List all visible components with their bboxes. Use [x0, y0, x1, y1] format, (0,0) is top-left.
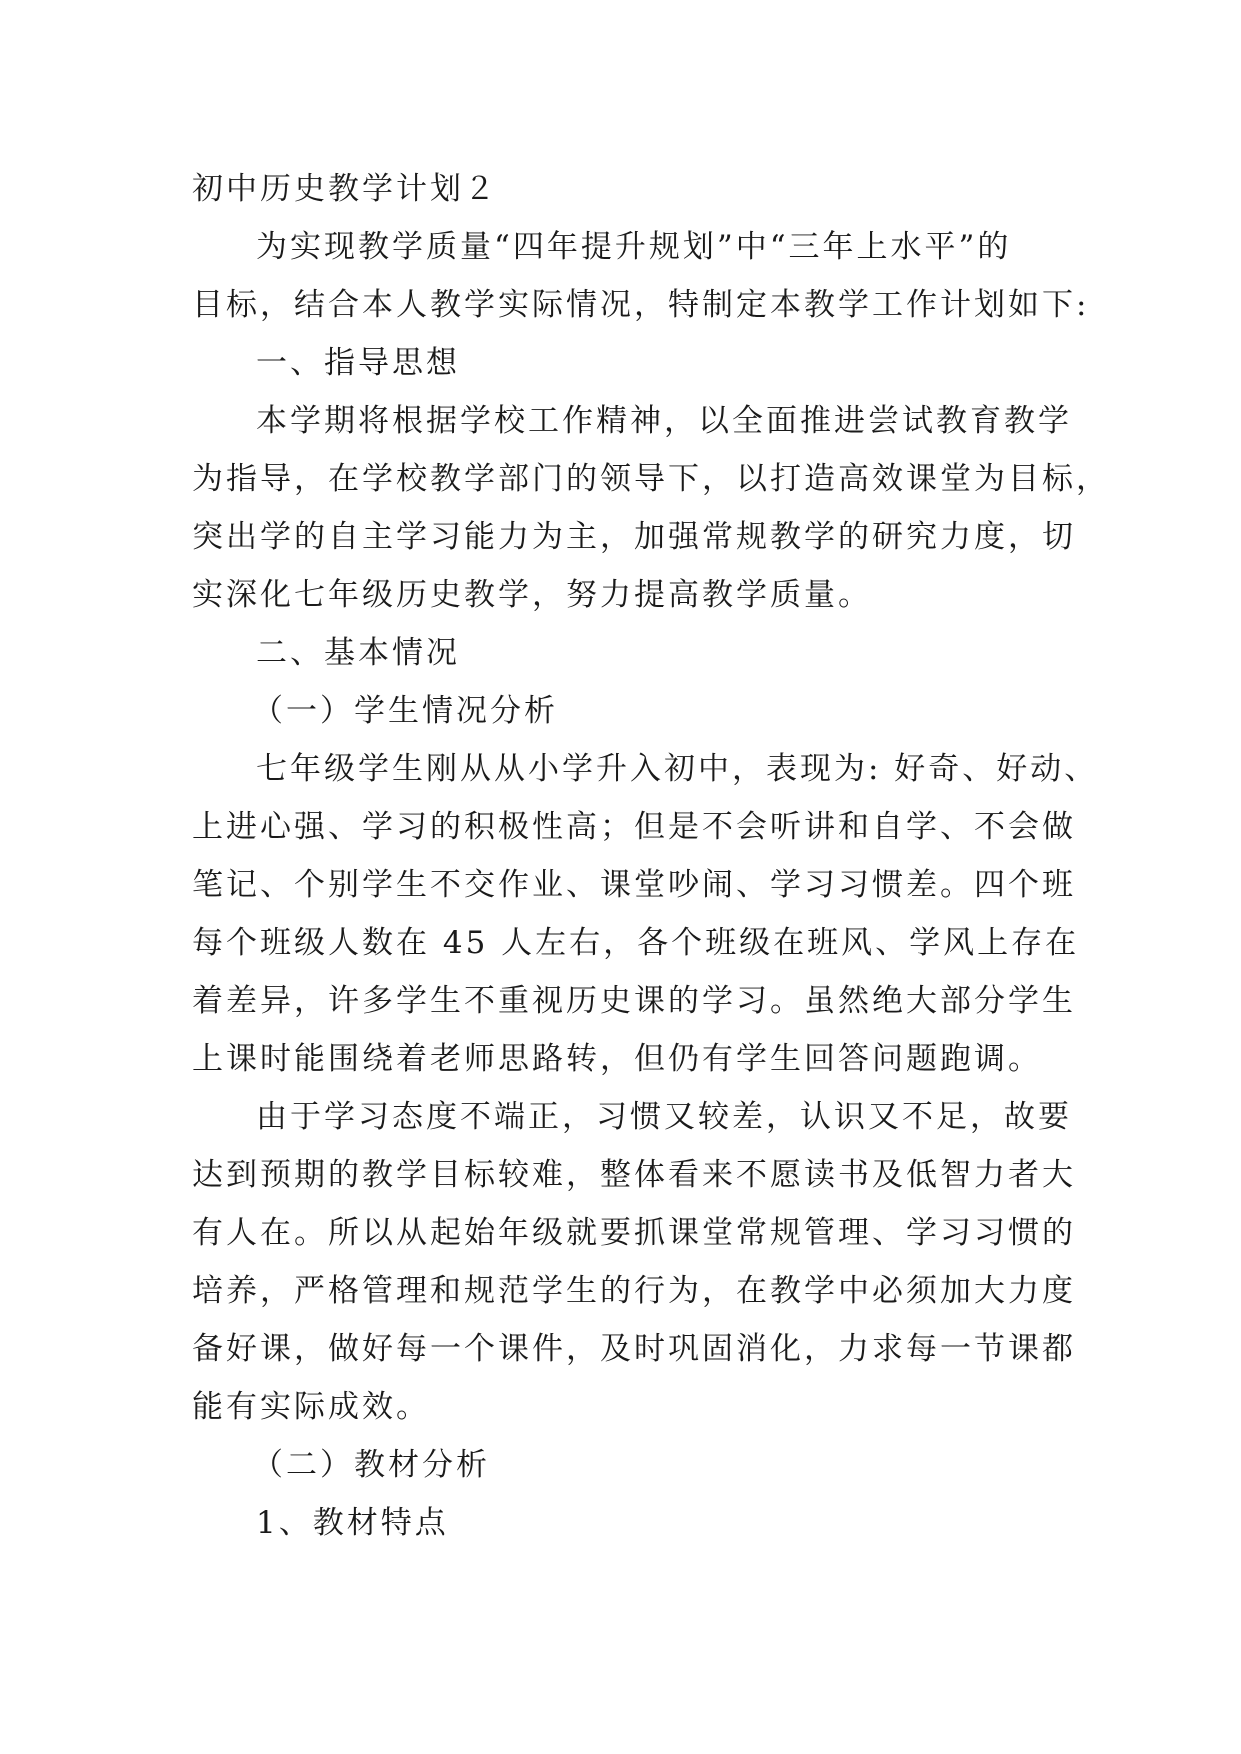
- section-heading: 一、指导思想: [256, 345, 460, 381]
- paragraph-line: 备好课，做好每一个课件，及时巩固消化，力求每一节课都: [192, 1331, 1076, 1367]
- paragraph-line: 上课时能围绕着老师思路转，但仍有学生回答问题跑调。: [192, 1041, 1042, 1077]
- document-body: [192, 160, 1110, 1552]
- paragraph-line: 着差异，许多学生不重视历史课的学习。虽然绝大部分学生: [192, 983, 1076, 1019]
- paragraph-line: 每个班级人数在 45 人左右，各个班级在班风、学风上存在: [192, 925, 1080, 961]
- subsection-heading: （二）教材分析: [252, 1447, 490, 1483]
- paragraph-line: 目标，结合本人教学实际情况，特制定本教学工作计划如下:: [192, 287, 1090, 323]
- paragraph-line: 本学期将根据学校工作精神，以全面推进尝试教育教学: [256, 403, 1072, 439]
- paragraph-line: 为实现教学质量“四年提升规划”中“三年上水平”的: [256, 229, 1012, 265]
- paragraph-line: 达到预期的教学目标较难，整体看来不愿读书及低智力者大: [192, 1157, 1076, 1193]
- paragraph-line: 实深化七年级历史教学，努力提高教学质量。: [192, 577, 872, 613]
- paragraph-line: 培养，严格管理和规范学生的行为，在教学中必须加大力度: [192, 1273, 1076, 1309]
- document-title: 初中历史教学计划２: [192, 171, 498, 207]
- paragraph-line: 笔记、个别学生不交作业、课堂吵闹、学习习惯差。四个班: [192, 867, 1076, 903]
- section-heading: 二、基本情况: [256, 635, 460, 671]
- paragraph-line: 有人在。所以从起始年级就要抓课堂常规管理、学习习惯的: [192, 1215, 1076, 1251]
- paragraph-line: 上进心强、学习的积极性高；但是不会听讲和自学、不会做: [192, 809, 1076, 845]
- paragraph-line: 突出学的自主学习能力为主，加强常规教学的研究力度，切: [192, 519, 1076, 555]
- paragraph-line: 由于学习态度不端正，习惯又较差，认识又不足，故要: [256, 1099, 1072, 1135]
- subsection-heading: （一）学生情况分析: [252, 693, 558, 729]
- subsection-heading: 1、教材特点: [256, 1505, 449, 1541]
- paragraph-line: 能有实际成效。: [192, 1389, 430, 1425]
- paragraph-line: 为指导，在学校教学部门的领导下，以打造高效课堂为目标，: [192, 461, 1110, 497]
- paragraph-line: 七年级学生刚从从小学升入初中，表现为: 好奇、好动、: [256, 751, 1099, 787]
